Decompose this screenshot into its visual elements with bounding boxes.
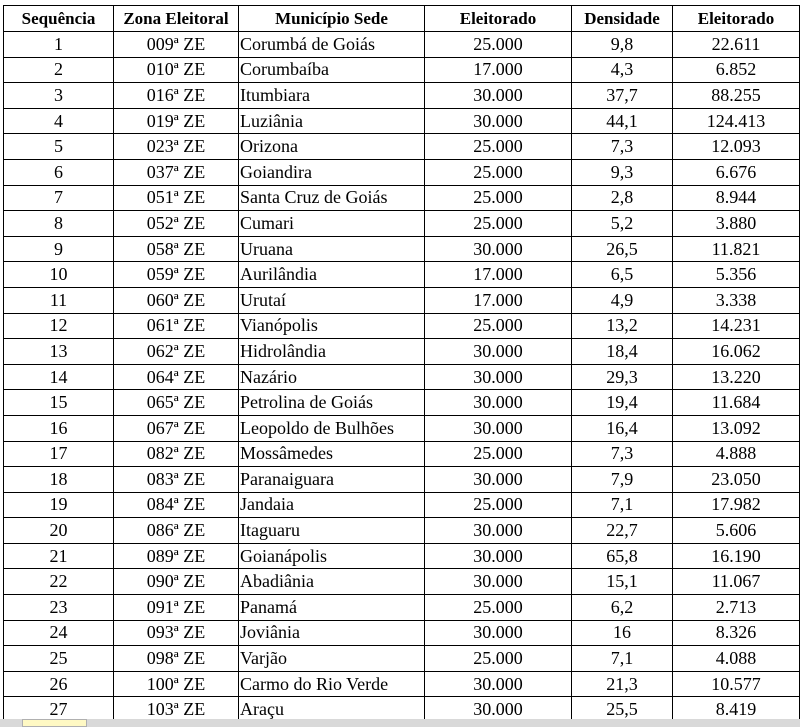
cell-municipio-sede: Itumbiara bbox=[239, 83, 425, 109]
table-row bbox=[4, 108, 800, 134]
cell-densidade: 25,5 bbox=[572, 697, 673, 723]
cell-eleitorado: 23.050 bbox=[673, 467, 800, 493]
table-row bbox=[4, 83, 800, 109]
cell-zona-eleitoral: 058ª ZE bbox=[114, 236, 239, 262]
cell-eleitorado: 11.821 bbox=[673, 236, 800, 262]
cell-densidade: 16 bbox=[572, 620, 673, 646]
cell-eleitorado-meta: 30.000 bbox=[425, 364, 572, 390]
table-row bbox=[4, 313, 800, 339]
cell-municipio-sede: Mossâmedes bbox=[239, 441, 425, 467]
table-row bbox=[4, 262, 800, 288]
cell-zona-eleitoral: 064ª ZE bbox=[114, 364, 239, 390]
cell-municipio-sede: Petrolina de Goiás bbox=[239, 390, 425, 416]
header-row bbox=[4, 6, 800, 32]
cell-municipio-sede: Luziânia bbox=[239, 108, 425, 134]
cell-municipio-sede: Nazário bbox=[239, 364, 425, 390]
cell-eleitorado: 4.888 bbox=[673, 441, 800, 467]
cell-densidade: 4,9 bbox=[572, 287, 673, 313]
cell-eleitorado: 3.880 bbox=[673, 211, 800, 237]
cell-eleitorado: 2.713 bbox=[673, 595, 800, 621]
cell-eleitorado-meta: 30.000 bbox=[425, 339, 572, 365]
cell-zona-eleitoral: 098ª ZE bbox=[114, 646, 239, 672]
cell-zona-eleitoral: 062ª ZE bbox=[114, 339, 239, 365]
cell-zona-eleitoral: 016ª ZE bbox=[114, 83, 239, 109]
table-row bbox=[4, 646, 800, 672]
cell-densidade: 15,1 bbox=[572, 569, 673, 595]
header-zona-eleitoral: Zona Eleitoral bbox=[114, 6, 239, 32]
cell-eleitorado-meta: 30.000 bbox=[425, 671, 572, 697]
electoral-zones-table bbox=[3, 5, 800, 723]
cell-densidade: 16,4 bbox=[572, 415, 673, 441]
cell-sequencia: 9 bbox=[4, 236, 114, 262]
cell-eleitorado-meta: 30.000 bbox=[425, 569, 572, 595]
cell-zona-eleitoral: 019ª ZE bbox=[114, 108, 239, 134]
header-eleitorado-meta: Eleitorado bbox=[425, 6, 572, 32]
cell-municipio-sede: Cumari bbox=[239, 211, 425, 237]
cell-municipio-sede: Uruana bbox=[239, 236, 425, 262]
cell-eleitorado: 11.067 bbox=[673, 569, 800, 595]
cell-eleitorado: 13.220 bbox=[673, 364, 800, 390]
cell-eleitorado-meta: 30.000 bbox=[425, 415, 572, 441]
header-sequencia: Sequência bbox=[4, 6, 114, 32]
cell-densidade: 18,4 bbox=[572, 339, 673, 365]
cell-densidade: 7,1 bbox=[572, 492, 673, 518]
cell-eleitorado-meta: 30.000 bbox=[425, 697, 572, 723]
cell-eleitorado-meta: 25.000 bbox=[425, 441, 572, 467]
cell-zona-eleitoral: 009ª ZE bbox=[114, 32, 239, 58]
cell-eleitorado: 124.413 bbox=[673, 108, 800, 134]
cell-eleitorado: 17.982 bbox=[673, 492, 800, 518]
cell-sequencia: 8 bbox=[4, 211, 114, 237]
cell-zona-eleitoral: 100ª ZE bbox=[114, 671, 239, 697]
header-eleitorado: Eleitorado bbox=[673, 6, 800, 32]
cell-eleitorado: 16.190 bbox=[673, 543, 800, 569]
cell-municipio-sede: Corumbaíba bbox=[239, 57, 425, 83]
cell-eleitorado-meta: 25.000 bbox=[425, 32, 572, 58]
cell-densidade: 29,3 bbox=[572, 364, 673, 390]
cell-zona-eleitoral: 089ª ZE bbox=[114, 543, 239, 569]
table-row bbox=[4, 339, 800, 365]
cell-municipio-sede: Hidrolândia bbox=[239, 339, 425, 365]
table-row bbox=[4, 569, 800, 595]
cell-municipio-sede: Araçu bbox=[239, 697, 425, 723]
cell-zona-eleitoral: 103ª ZE bbox=[114, 697, 239, 723]
cell-municipio-sede: Santa Cruz de Goiás bbox=[239, 185, 425, 211]
cell-densidade: 9,8 bbox=[572, 32, 673, 58]
cell-eleitorado: 16.062 bbox=[673, 339, 800, 365]
cell-eleitorado-meta: 25.000 bbox=[425, 134, 572, 160]
cell-sequencia: 5 bbox=[4, 134, 114, 160]
cell-densidade: 37,7 bbox=[572, 83, 673, 109]
table-row bbox=[4, 441, 800, 467]
cell-sequencia: 27 bbox=[4, 697, 114, 723]
cell-eleitorado: 5.606 bbox=[673, 518, 800, 544]
cell-eleitorado: 6.676 bbox=[673, 159, 800, 185]
cell-sequencia: 15 bbox=[4, 390, 114, 416]
cell-sequencia: 24 bbox=[4, 620, 114, 646]
table-row bbox=[4, 543, 800, 569]
cell-municipio-sede: Jandaia bbox=[239, 492, 425, 518]
cell-municipio-sede: Carmo do Rio Verde bbox=[239, 671, 425, 697]
cell-zona-eleitoral: 084ª ZE bbox=[114, 492, 239, 518]
cell-municipio-sede: Abadiânia bbox=[239, 569, 425, 595]
cell-eleitorado: 8.326 bbox=[673, 620, 800, 646]
table-row bbox=[4, 467, 800, 493]
cell-sequencia: 21 bbox=[4, 543, 114, 569]
cell-sequencia: 1 bbox=[4, 32, 114, 58]
cell-eleitorado-meta: 25.000 bbox=[425, 159, 572, 185]
cell-eleitorado: 8.419 bbox=[673, 697, 800, 723]
cell-zona-eleitoral: 023ª ZE bbox=[114, 134, 239, 160]
cell-sequencia: 7 bbox=[4, 185, 114, 211]
cell-sequencia: 10 bbox=[4, 262, 114, 288]
header-municipio-sede: Município Sede bbox=[239, 6, 425, 32]
cell-sequencia: 6 bbox=[4, 159, 114, 185]
cell-densidade: 22,7 bbox=[572, 518, 673, 544]
cell-densidade: 6,2 bbox=[572, 595, 673, 621]
cell-municipio-sede: Joviânia bbox=[239, 620, 425, 646]
cell-eleitorado-meta: 30.000 bbox=[425, 236, 572, 262]
cell-eleitorado: 6.852 bbox=[673, 57, 800, 83]
cell-zona-eleitoral: 083ª ZE bbox=[114, 467, 239, 493]
cell-densidade: 21,3 bbox=[572, 671, 673, 697]
table-row bbox=[4, 492, 800, 518]
cell-sequencia: 14 bbox=[4, 364, 114, 390]
cell-zona-eleitoral: 090ª ZE bbox=[114, 569, 239, 595]
cell-densidade: 2,8 bbox=[572, 185, 673, 211]
cell-zona-eleitoral: 086ª ZE bbox=[114, 518, 239, 544]
cell-densidade: 6,5 bbox=[572, 262, 673, 288]
cell-densidade: 19,4 bbox=[572, 390, 673, 416]
table-row bbox=[4, 134, 800, 160]
cell-municipio-sede: Goiandira bbox=[239, 159, 425, 185]
cell-zona-eleitoral: 051ª ZE bbox=[114, 185, 239, 211]
table-row bbox=[4, 185, 800, 211]
cell-eleitorado: 5.356 bbox=[673, 262, 800, 288]
cell-eleitorado-meta: 30.000 bbox=[425, 620, 572, 646]
cell-zona-eleitoral: 093ª ZE bbox=[114, 620, 239, 646]
cell-eleitorado-meta: 30.000 bbox=[425, 467, 572, 493]
cell-eleitorado-meta: 25.000 bbox=[425, 595, 572, 621]
cell-eleitorado-meta: 25.000 bbox=[425, 185, 572, 211]
cell-sequencia: 13 bbox=[4, 339, 114, 365]
cell-eleitorado-meta: 30.000 bbox=[425, 390, 572, 416]
table-row bbox=[4, 595, 800, 621]
cell-eleitorado-meta: 30.000 bbox=[425, 83, 572, 109]
cell-sequencia: 2 bbox=[4, 57, 114, 83]
cell-eleitorado: 11.684 bbox=[673, 390, 800, 416]
cell-municipio-sede: Vianópolis bbox=[239, 313, 425, 339]
cell-eleitorado: 88.255 bbox=[673, 83, 800, 109]
cell-municipio-sede: Paranaiguara bbox=[239, 467, 425, 493]
cell-sequencia: 18 bbox=[4, 467, 114, 493]
bottom-scroll-strip bbox=[0, 719, 800, 727]
cell-sequencia: 19 bbox=[4, 492, 114, 518]
table-row bbox=[4, 57, 800, 83]
cell-sequencia: 16 bbox=[4, 415, 114, 441]
cell-densidade: 9,3 bbox=[572, 159, 673, 185]
cell-eleitorado: 3.338 bbox=[673, 287, 800, 313]
cell-eleitorado-meta: 30.000 bbox=[425, 518, 572, 544]
cell-municipio-sede: Panamá bbox=[239, 595, 425, 621]
cell-zona-eleitoral: 067ª ZE bbox=[114, 415, 239, 441]
cell-sequencia: 11 bbox=[4, 287, 114, 313]
cell-sequencia: 4 bbox=[4, 108, 114, 134]
header-densidade: Densidade bbox=[572, 6, 673, 32]
table-row bbox=[4, 364, 800, 390]
table-row bbox=[4, 518, 800, 544]
table-row bbox=[4, 211, 800, 237]
table-row bbox=[4, 390, 800, 416]
cell-eleitorado: 14.231 bbox=[673, 313, 800, 339]
cell-eleitorado-meta: 30.000 bbox=[425, 543, 572, 569]
cell-sequencia: 26 bbox=[4, 671, 114, 697]
cell-sequencia: 25 bbox=[4, 646, 114, 672]
cell-densidade: 65,8 bbox=[572, 543, 673, 569]
cell-eleitorado-meta: 17.000 bbox=[425, 287, 572, 313]
cell-eleitorado-meta: 30.000 bbox=[425, 108, 572, 134]
cell-sequencia: 12 bbox=[4, 313, 114, 339]
cell-densidade: 7,1 bbox=[572, 646, 673, 672]
cell-municipio-sede: Goianápolis bbox=[239, 543, 425, 569]
cell-municipio-sede: Urutaí bbox=[239, 287, 425, 313]
sheet-tab[interactable] bbox=[22, 719, 87, 727]
cell-zona-eleitoral: 091ª ZE bbox=[114, 595, 239, 621]
cell-eleitorado: 10.577 bbox=[673, 671, 800, 697]
cell-eleitorado: 12.093 bbox=[673, 134, 800, 160]
cell-sequencia: 23 bbox=[4, 595, 114, 621]
cell-municipio-sede: Orizona bbox=[239, 134, 425, 160]
cell-eleitorado-meta: 25.000 bbox=[425, 492, 572, 518]
cell-sequencia: 20 bbox=[4, 518, 114, 544]
cell-zona-eleitoral: 037ª ZE bbox=[114, 159, 239, 185]
cell-zona-eleitoral: 059ª ZE bbox=[114, 262, 239, 288]
cell-densidade: 7,3 bbox=[572, 441, 673, 467]
cell-zona-eleitoral: 010ª ZE bbox=[114, 57, 239, 83]
table-row bbox=[4, 32, 800, 58]
cell-densidade: 44,1 bbox=[572, 108, 673, 134]
cell-sequencia: 17 bbox=[4, 441, 114, 467]
table-row bbox=[4, 415, 800, 441]
cell-densidade: 4,3 bbox=[572, 57, 673, 83]
cell-zona-eleitoral: 061ª ZE bbox=[114, 313, 239, 339]
cell-eleitorado-meta: 25.000 bbox=[425, 313, 572, 339]
cell-sequencia: 3 bbox=[4, 83, 114, 109]
cell-eleitorado: 22.611 bbox=[673, 32, 800, 58]
cell-sequencia: 22 bbox=[4, 569, 114, 595]
cell-eleitorado-meta: 17.000 bbox=[425, 57, 572, 83]
cell-zona-eleitoral: 052ª ZE bbox=[114, 211, 239, 237]
cell-eleitorado-meta: 25.000 bbox=[425, 211, 572, 237]
cell-eleitorado: 13.092 bbox=[673, 415, 800, 441]
cell-eleitorado: 8.944 bbox=[673, 185, 800, 211]
cell-densidade: 5,2 bbox=[572, 211, 673, 237]
cell-municipio-sede: Aurilândia bbox=[239, 262, 425, 288]
cell-zona-eleitoral: 060ª ZE bbox=[114, 287, 239, 313]
cell-municipio-sede: Varjão bbox=[239, 646, 425, 672]
cell-eleitorado-meta: 25.000 bbox=[425, 646, 572, 672]
table-row bbox=[4, 671, 800, 697]
table-row bbox=[4, 620, 800, 646]
table-row bbox=[4, 287, 800, 313]
cell-eleitorado: 4.088 bbox=[673, 646, 800, 672]
table-row bbox=[4, 159, 800, 185]
cell-densidade: 7,3 bbox=[572, 134, 673, 160]
cell-municipio-sede: Leopoldo de Bulhões bbox=[239, 415, 425, 441]
table-row bbox=[4, 236, 800, 262]
cell-eleitorado-meta: 17.000 bbox=[425, 262, 572, 288]
cell-zona-eleitoral: 065ª ZE bbox=[114, 390, 239, 416]
cell-zona-eleitoral: 082ª ZE bbox=[114, 441, 239, 467]
cell-municipio-sede: Itaguaru bbox=[239, 518, 425, 544]
cell-densidade: 7,9 bbox=[572, 467, 673, 493]
cell-densidade: 13,2 bbox=[572, 313, 673, 339]
cell-densidade: 26,5 bbox=[572, 236, 673, 262]
table-body bbox=[4, 32, 800, 723]
cell-municipio-sede: Corumbá de Goiás bbox=[239, 32, 425, 58]
